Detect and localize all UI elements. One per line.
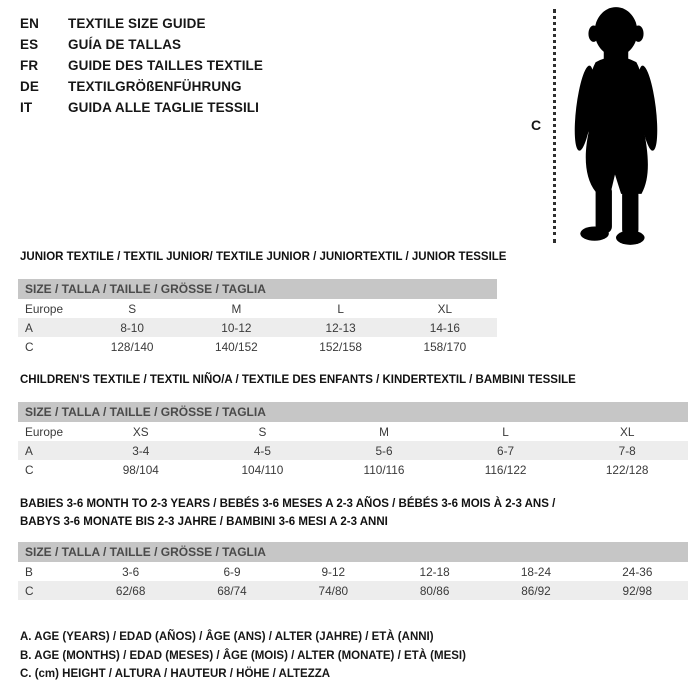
babies-section-title [20, 496, 620, 531]
language-row-es [20, 34, 263, 55]
height-figure [520, 0, 700, 250]
language-row-en [20, 13, 263, 34]
row-label: C [25, 462, 34, 477]
height-cell: 92/98 [622, 583, 653, 598]
toddler-silhouette-icon [565, 6, 667, 246]
size-cell: XL [437, 301, 453, 316]
row-label: A [25, 320, 33, 335]
table-row-height [18, 337, 497, 356]
height-cell: 74/80 [318, 583, 349, 598]
age-cell: 3-6 [122, 564, 140, 579]
age-cell: 3-4 [132, 443, 150, 458]
age-cell: 8-10 [120, 320, 144, 335]
language-code: EN [20, 16, 39, 31]
row-label: Europe [25, 424, 64, 439]
language-label: GUIDA ALLE TAGLIE TESSILI [68, 100, 259, 115]
size-table-header: SIZE / TALLA / TAILLE / GRÖSSE / TAGLIA [18, 542, 688, 562]
age-cell: 12-13 [325, 320, 356, 335]
language-row-it [20, 97, 263, 118]
row-label: B [25, 564, 33, 579]
babies-title-line-1: BABIES 3-6 MONTH TO 2-3 YEARS / BEBÉS 3-6 MESES A 2-3 AÑOS / BÉBÉS 3-6 MOIS À 2-3 ANS / [20, 498, 556, 510]
junior-section-title: JUNIOR TEXTILE / TEXTIL JUNIOR/ TEXTILE JUNIOR / JUNIORTEXTIL / JUNIOR TESSILE [20, 251, 507, 263]
age-cell: 24-36 [622, 564, 653, 579]
children-size-table [18, 402, 688, 479]
size-cell: M [379, 424, 389, 439]
table-row-europe [18, 422, 688, 441]
junior-size-table [18, 279, 497, 356]
height-cell: 140/152 [215, 339, 258, 354]
size-table-header: SIZE / TALLA / TAILLE / GRÖSSE / TAGLIA [18, 402, 688, 422]
age-cell: 14-16 [429, 320, 460, 335]
table-row-europe [18, 299, 497, 318]
age-cell: 12-18 [419, 564, 450, 579]
row-label: C [25, 583, 34, 598]
size-cell: XL [619, 424, 635, 439]
language-list [20, 13, 263, 118]
size-table-header: SIZE / TALLA / TAILLE / GRÖSSE / TAGLIA [18, 279, 497, 299]
age-cell: 9-12 [321, 564, 346, 579]
height-cell: 68/74 [217, 583, 247, 598]
row-label: Europe [25, 301, 64, 316]
height-cell: 152/158 [319, 339, 362, 354]
babies-title-line-2: BABYS 3-6 MONATE BIS 2-3 JAHRE / BAMBINI 3-6 MESI A 2-3 ANNI [20, 515, 388, 528]
size-cell: M [231, 301, 242, 316]
language-label: GUÍA DE TALLAS [68, 37, 182, 52]
age-cell: 7-8 [618, 443, 636, 458]
table-row-height [18, 460, 688, 479]
size-cell: L [337, 301, 344, 316]
row-label: C [25, 339, 34, 354]
size-cell: S [258, 424, 267, 439]
note-b: B. AGE (MONTHS) / EDAD (MESES) / ÂGE (MOIS) / ALTER (MONATE) / ETÀ (MESI) [20, 649, 466, 662]
language-row-de [20, 76, 263, 97]
babies-size-table [18, 542, 688, 600]
age-cell: 6-7 [497, 443, 515, 458]
height-measure-label: C [531, 117, 542, 133]
height-cell: 104/110 [241, 462, 284, 477]
age-cell: 4-5 [253, 443, 271, 458]
size-cell: L [502, 424, 509, 439]
language-label: TEXTILGRÖßENFÜHRUNG [68, 79, 242, 94]
age-cell: 10-12 [221, 320, 252, 335]
age-cell: 5-6 [375, 443, 393, 458]
table-row-age [18, 318, 497, 337]
note-c: C. (cm) HEIGHT / ALTURA / HAUTEUR / HÖHE / ALTEZZA [20, 668, 331, 680]
height-cell: 62/68 [115, 583, 146, 598]
height-cell: 80/86 [419, 583, 450, 598]
height-cell: 116/122 [484, 462, 527, 477]
height-cell: 86/92 [521, 583, 551, 598]
language-code: DE [20, 79, 39, 94]
language-code: IT [20, 100, 33, 115]
row-label: A [25, 443, 33, 458]
table-row-age [18, 441, 688, 460]
table-row-height [18, 581, 688, 600]
height-cell: 158/170 [423, 339, 467, 354]
age-cell: 18-24 [520, 564, 552, 579]
note-a: A. AGE (YEARS) / EDAD (AÑOS) / ÂGE (ANS) / ALTER (JAHRE) / ETÀ (ANNI) [20, 631, 434, 643]
language-label: GUIDE DES TAILLES TEXTILE [68, 58, 264, 73]
language-code: FR [20, 58, 39, 73]
language-code: ES [20, 37, 39, 52]
legend-notes [20, 628, 466, 684]
language-row-fr [20, 55, 263, 76]
height-cell: 128/140 [110, 339, 154, 354]
height-cell: 122/128 [605, 462, 649, 477]
age-cell: 6-9 [223, 564, 241, 579]
language-label: TEXTILE SIZE GUIDE [68, 16, 206, 31]
height-cell: 98/104 [122, 462, 159, 477]
height-dotted-line [553, 9, 556, 243]
size-cell: XS [132, 424, 149, 439]
children-section-title: CHILDREN'S TEXTILE / TEXTIL NIÑO/A / TEXTILE DES ENFANTS / KINDERTEXTIL / BAMBINI TESSILE [20, 374, 576, 386]
size-cell: S [128, 301, 137, 316]
height-cell: 110/116 [363, 462, 405, 477]
table-row-age-months [18, 562, 688, 581]
